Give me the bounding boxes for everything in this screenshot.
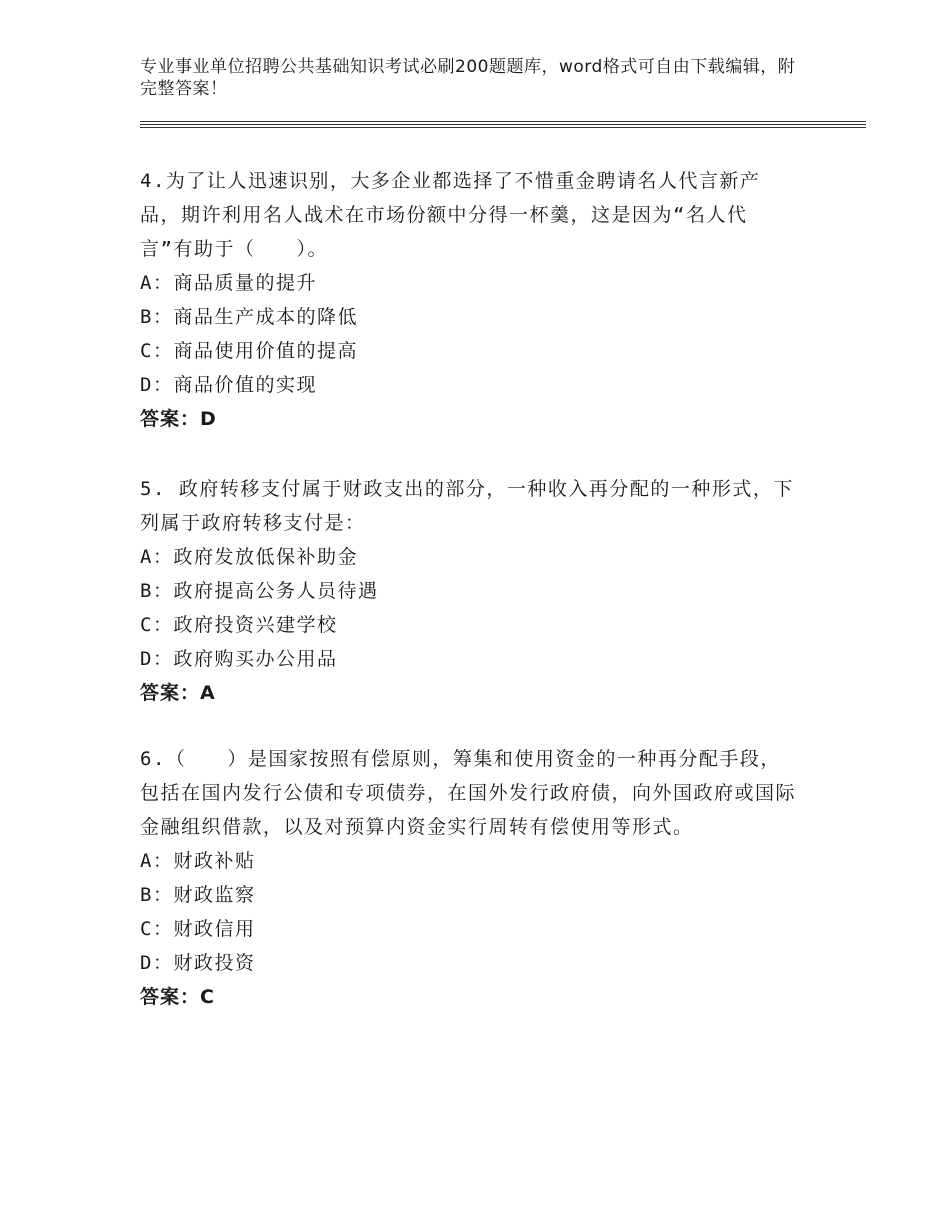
- answer: 答案：C: [140, 986, 215, 1008]
- question-text: 6.（ ）是国家按照有偿原则，筹集和使用资金的一种再分配手段，包括在国内发行公债和专项债券，在国外发行政府债，向外国政府或国际金融组织借款，以及对预算内资金实行周转有偿使用等形式。: [140, 748, 797, 838]
- option-b: B：财政监察: [140, 884, 256, 906]
- answer: 答案：D: [140, 408, 217, 430]
- answer: 答案：A: [140, 682, 216, 704]
- document-header: 专业事业单位招聘公共基础知识考试必刷200题题库，word格式可自由下载编辑，附完整答案！: [140, 57, 796, 99]
- question-6: [140, 742, 800, 1014]
- option-c: C：政府投资兴建学校: [140, 614, 338, 636]
- question-4: [140, 164, 800, 436]
- question-text: 5. 政府转移支付属于财政支出的部分，一种收入再分配的一种形式，下列属于政府转移支付是：: [140, 478, 794, 534]
- option-d: D：财政投资: [140, 952, 256, 974]
- option-c: C：商品使用价值的提高: [140, 340, 358, 362]
- option-a: A：商品质量的提升: [140, 272, 317, 294]
- option-d: D：商品价值的实现: [140, 374, 317, 396]
- header-rule: [140, 121, 866, 122]
- option-d: D：政府购买办公用品: [140, 648, 338, 670]
- option-b: B：政府提高公务人员待遇: [140, 580, 379, 602]
- header-rule: [140, 124, 866, 125]
- header-rule: [140, 127, 866, 128]
- option-c: C：财政信用: [140, 918, 256, 940]
- question-5: [140, 472, 800, 710]
- option-a: A：政府发放低保补助金: [140, 546, 358, 568]
- option-b: B：商品生产成本的降低: [140, 306, 358, 328]
- question-text: 4.为了让人迅速识别，大多企业都选择了不惜重金聘请名人代言新产品，期许利用名人战术在市场份额中分得一杯羹，这是因为“名人代言”有助于（ ）。: [140, 170, 761, 260]
- option-a: A：财政补贴: [140, 850, 256, 872]
